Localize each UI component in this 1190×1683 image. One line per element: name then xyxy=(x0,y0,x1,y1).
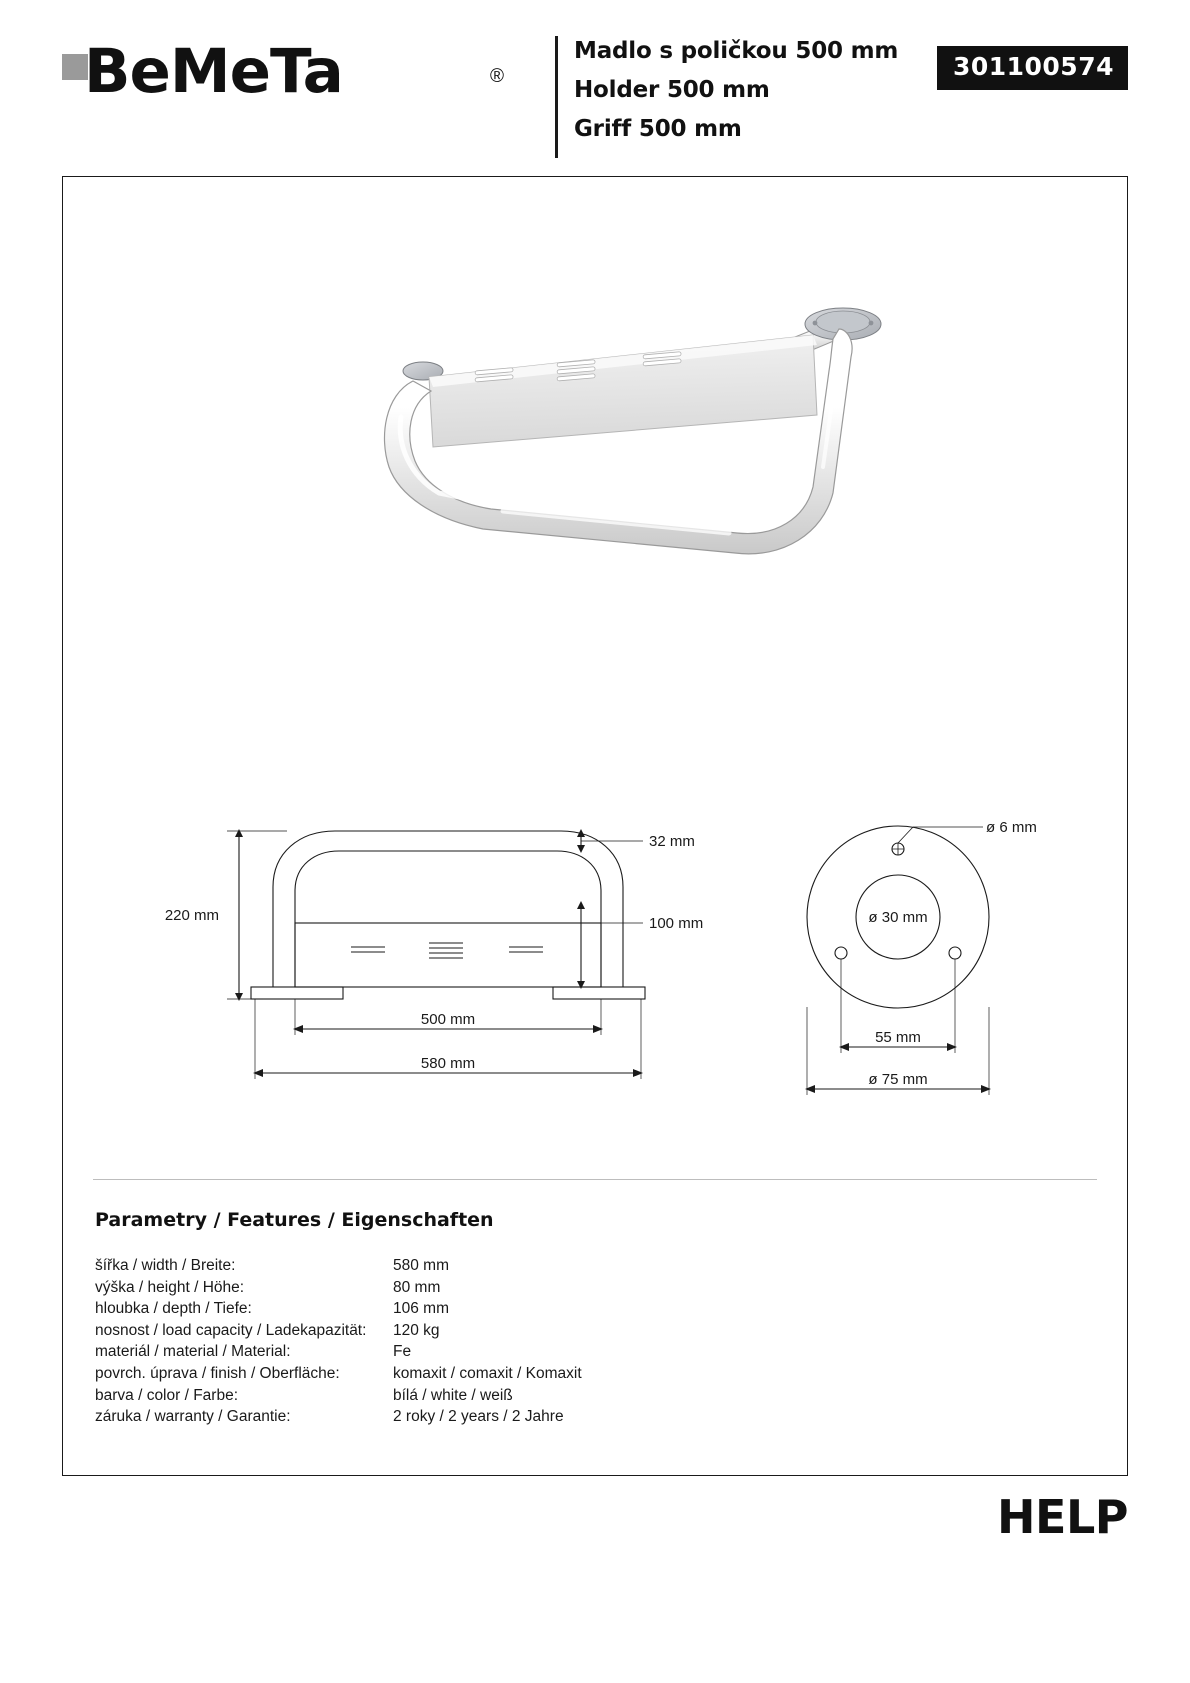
param-label: nosnost / load capacity / Ladekapazität: xyxy=(95,1321,367,1339)
product-title-en: Holder 500 mm xyxy=(574,77,770,103)
header-divider xyxy=(555,36,558,158)
param-label: šířka / width / Breite: xyxy=(95,1257,236,1274)
table-row xyxy=(95,1406,582,1428)
dim-shelf-gap-label: 32 mm xyxy=(649,833,695,850)
table-row xyxy=(95,1298,582,1320)
brand-name: BeMeTa xyxy=(84,36,343,107)
dim-total-width-label: 580 mm xyxy=(420,1055,476,1072)
product-title-group xyxy=(574,32,954,149)
table-row xyxy=(95,1385,582,1407)
parameters-title: Parametry / Features / Eigenschaften xyxy=(95,1209,494,1231)
param-value: 2 roky / 2 years / 2 Jahre xyxy=(393,1408,564,1426)
table-row xyxy=(95,1255,582,1277)
param-label: barva / color / Farbe: xyxy=(95,1386,239,1404)
dim-height-label: 220 mm xyxy=(164,907,219,924)
param-label: materiál / material / Material: xyxy=(95,1343,291,1361)
parameters-table xyxy=(95,1255,582,1428)
table-row xyxy=(95,1363,582,1385)
param-value: 120 kg xyxy=(393,1321,440,1339)
brand-logo xyxy=(62,36,504,116)
param-label: povrch. úprava / finish / Oberfläche: xyxy=(95,1364,340,1382)
param-label: hloubka / depth / Tiefe: xyxy=(95,1300,252,1318)
param-value: 580 mm xyxy=(393,1257,449,1274)
param-label: výška / height / Höhe: xyxy=(95,1278,245,1296)
param-label: záruka / warranty / Garantie: xyxy=(95,1408,291,1426)
param-value: komaxit / comaxit / Komaxit xyxy=(393,1364,582,1382)
help-logo: HELP xyxy=(997,1490,1128,1544)
page-header xyxy=(62,28,1128,158)
dim-bolt-circle-label: 55 mm xyxy=(875,1029,921,1046)
product-code-badge: 301100574 xyxy=(937,46,1128,90)
dim-inner-height-label: 100 mm xyxy=(649,915,704,932)
technical-drawings xyxy=(123,817,1073,1117)
parameters-divider xyxy=(93,1179,1097,1180)
dim-hole-diameter-label: ø 6 mm xyxy=(986,819,1037,836)
table-row xyxy=(95,1341,582,1363)
content-frame xyxy=(62,176,1128,1476)
param-value: bílá / white / weiß xyxy=(393,1386,513,1404)
param-value: Fe xyxy=(393,1343,412,1361)
table-row xyxy=(95,1320,582,1342)
product-illustration xyxy=(343,297,903,597)
dim-outer-diameter-label: ø 75 mm xyxy=(868,1071,928,1088)
table-row xyxy=(95,1277,582,1299)
product-title-cs: Madlo s poličkou 500 mm xyxy=(574,38,899,64)
registered-trademark-icon: ® xyxy=(490,66,504,87)
product-title-de: Griff 500 mm xyxy=(574,116,742,142)
param-value: 106 mm xyxy=(393,1300,449,1318)
dim-inner-width-label: 500 mm xyxy=(420,1011,476,1028)
param-value: 80 mm xyxy=(393,1278,441,1296)
dim-inner-diameter-label: ø 30 mm xyxy=(868,909,928,926)
